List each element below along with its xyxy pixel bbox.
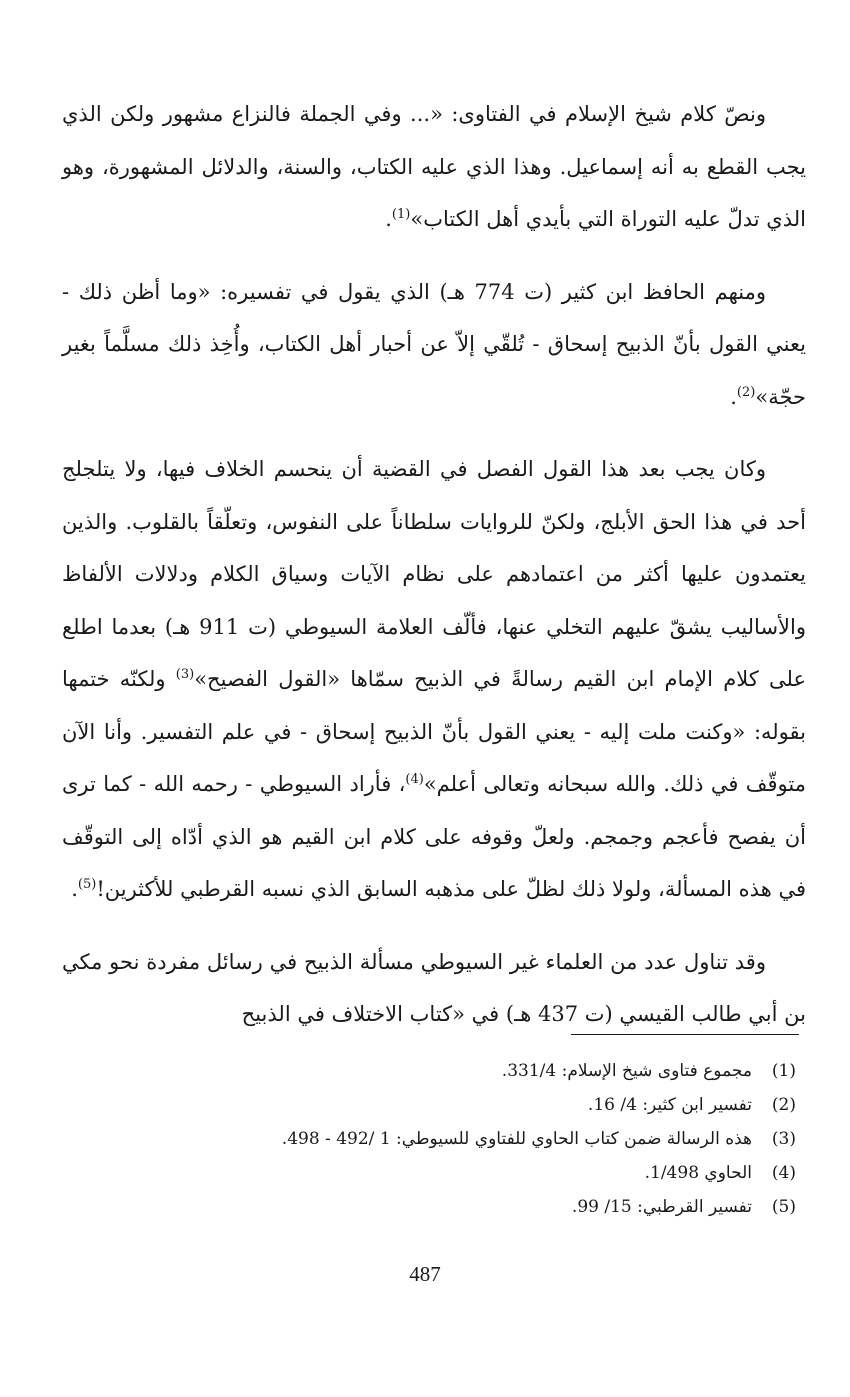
paragraph-text: وكان يجب بعد هذا القول الفصل في القضية أن ينحسم الخلاف فيها، ولا يتلجلج أحد في هذا الحق الأبلج، ولكنّ للروايات سلطاناً على النفوس، وتعلّقاً بالقلوب. والذين يعتمدون عليها أكثر من اعتمادهم على نظام الآيات وسياق الكلام ودلالات الألفاظ والأساليب يشقّ عليهم التخلي عنها، فألّف العلامة السيوطي (ت 911 هـ) بعدما اطلع على كلام الإمام ابن القيم رسالةً في الذبيح سمّاها «القول الفصيح» <box>62 457 806 691</box>
footnote-number: (3) <box>771 1129 796 1149</box>
paragraph-text: . <box>71 877 78 901</box>
footnote-number: (2) <box>771 1095 796 1115</box>
paragraph-text: ونصّ كلام شيخ الإسلام في الفتاوى: «... وفي الجملة فالنزاع مشهور ولكن الذي يجب القطع به أنه إسماعيل. وهذا الذي عليه الكتاب، والسنة، والدلائل المشهورة، وهو الذي تدلّ عليه التوراة التي بأيدي أهل الكتاب» <box>62 102 806 231</box>
body-text <box>62 88 806 1041</box>
footnote-reference: (3) <box>175 667 195 682</box>
paragraph-text: ، فأراد السيوطي - رحمه الله - كما ترى أن يفصح فأعجم وجمجم. ولعلّ وقوفه على كلام ابن القيم هو الذي أدّاه إلى التوقّف في هذه المسألة، ولولا ذلك لظلّ على مذهبه السابق الذي نسبه القرطبي للأكثرين! <box>62 772 806 901</box>
footnote-number: (4) <box>771 1163 796 1183</box>
footnote-text: مجموع فتاوى شيخ الإسلام: 331/4. <box>501 1061 752 1081</box>
paragraph-3 <box>62 443 806 916</box>
paragraph-text: ومنهم الحافظ ابن كثير (ت 774 هـ) الذي يقول في تفسيره: «وما أظن ذلك - يعني القول بأنّ الذبيح إسحاق - تُلقّي إلاّ عن أحبار أهل الكتاب، وأُخِذ ذلك مسلَّماً بغير حجّة» <box>62 279 806 409</box>
paragraph-1 <box>62 88 806 246</box>
footnote-text: تفسير ابن كثير: 4/ 16. <box>587 1095 752 1115</box>
paragraph-text: ولكنّه ختمها بقوله: «وكنت ملت إليه - يعني القول بأنّ الذبيح إسحاق - في علم التفسير. وأنا الآن متوقّف في ذلك. والله سبحانه وتعالى أعلم» <box>62 667 806 796</box>
paragraph-4 <box>62 936 806 1041</box>
footnote-item <box>62 1054 796 1088</box>
footnote-reference: (2) <box>736 384 756 400</box>
footnotes-section <box>62 1054 806 1224</box>
footnote-text: الحاوي 1/498. <box>644 1163 752 1183</box>
paragraph-text: . <box>385 207 392 231</box>
footnote-reference: (4) <box>405 772 424 787</box>
footnote-text: تفسير القرطبي: 15/ 99. <box>571 1197 752 1217</box>
footnote-divider <box>571 1034 799 1035</box>
footnote-reference: (5) <box>77 877 97 892</box>
paragraph-2 <box>62 266 806 424</box>
footnote-number: (1) <box>771 1061 796 1081</box>
footnote-reference: (1) <box>391 207 411 222</box>
footnote-text: هذه الرسالة ضمن كتاب الحاوي للفتاوي للسيوطي: 1 /492 - 498. <box>281 1129 752 1149</box>
footnote-item <box>62 1088 796 1122</box>
page-number: 487 <box>409 1262 441 1286</box>
footnote-item <box>62 1190 796 1224</box>
footnote-number: (5) <box>771 1197 796 1217</box>
footnote-item <box>62 1122 796 1156</box>
footnote-item <box>62 1156 796 1190</box>
paragraph-text: وقد تناول عدد من العلماء غير السيوطي مسألة الذبيح في رسائل مفردة نحو مكي بن أبي طالب القيسي (ت 437 هـ) في «كتاب الاختلاف في الذبيح <box>62 949 806 1026</box>
paragraph-text: . <box>730 384 737 409</box>
